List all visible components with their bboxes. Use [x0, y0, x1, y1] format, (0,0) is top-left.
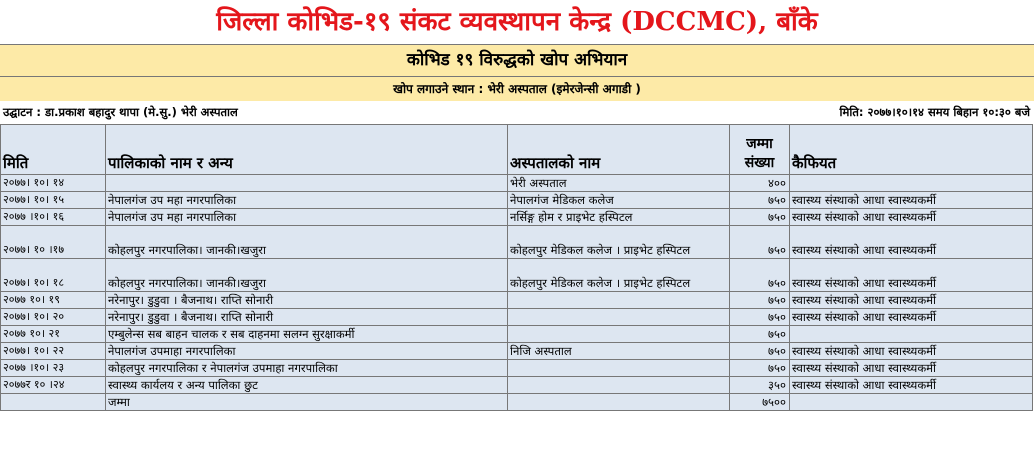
row-count: ७५० [730, 292, 790, 309]
row-date: २०७७। १०। १४ [1, 175, 106, 192]
row-hospital: नेपालगंज मेडिकल कलेज [508, 192, 730, 209]
row-date: २०७७ ।१०। १६ [1, 209, 106, 226]
total-empty-3 [790, 394, 1033, 411]
row-date: २०७७। १०। २० [1, 309, 106, 326]
row-remarks: स्वास्थ्य संस्थाको आधा स्वास्थ्यकर्मी [790, 226, 1033, 259]
row-date: २०७७। १० ।१७ [1, 226, 106, 259]
row-municipality: कोहलपुर नगरपालिका। जानकी।खजुरा [106, 259, 508, 292]
row-municipality: नरेनापुर। डुडुवा । बैजनाथ। राप्ति सोनारी [106, 292, 508, 309]
row-municipality: कोहलपुर नगरपालिका। जानकी।खजुरा [106, 226, 508, 259]
row-count: ३५० [730, 377, 790, 394]
row-municipality: कोहलपुर नगरपालिका र नेपालगंज उपमाहा नगरपालिका [106, 360, 508, 377]
date-time-text: मिति: २०७७।१०।१४ समय बिहान १०:३० बजे [839, 105, 1030, 119]
total-empty-1 [1, 394, 106, 411]
row-date: २०७७ ।१०। २३ [1, 360, 106, 377]
row-count: ७५० [730, 192, 790, 209]
row-remarks: स्वास्थ्य संस्थाको आधा स्वास्थ्यकर्मी [790, 343, 1033, 360]
total-empty-2 [508, 394, 730, 411]
header-remarks: कैफियत [790, 125, 1033, 175]
table-row [1, 377, 1033, 394]
row-count: ४०० [730, 175, 790, 192]
table-row [1, 326, 1033, 343]
row-date: २०७७। १०। २२ [1, 343, 106, 360]
table-row [1, 226, 1033, 259]
row-remarks: स्वास्थ्य संस्थाको आधा स्वास्थ्यकर्मी [790, 360, 1033, 377]
row-remarks: स्वास्थ्य संस्थाको आधा स्वास्थ्यकर्मी [790, 292, 1033, 309]
inauguration-text: उद्घाटन : डा.प्रकाश बहादुर थापा (मे.सु.) भेरी अस्पताल [3, 105, 238, 119]
total-row [1, 394, 1033, 411]
row-remarks: स्वास्थ्य संस्थाको आधा स्वास्थ्यकर्मी [790, 377, 1033, 394]
header-municipality: पालिकाको नाम र अन्य [106, 125, 508, 175]
campaign-subtitle: कोभिड १९ विरुद्धको खोप अभियान [0, 44, 1034, 76]
table-row [1, 343, 1033, 360]
row-municipality: नेपालगंज उप महा नगरपालिका [106, 209, 508, 226]
row-hospital [508, 292, 730, 309]
vaccination-schedule-table [0, 124, 1033, 411]
row-count: ७५० [730, 326, 790, 343]
row-hospital [508, 377, 730, 394]
row-remarks [790, 326, 1033, 343]
page-title: जिल्ला कोभिड-१९ संकट व्यवस्थापन केन्द्र (DCCMC), बाँके [0, 0, 1034, 44]
table-row [1, 209, 1033, 226]
row-hospital: निजि अस्पताल [508, 343, 730, 360]
table-header-row [1, 125, 1033, 175]
table-row [1, 259, 1033, 292]
row-hospital [508, 326, 730, 343]
row-count: ७५० [730, 343, 790, 360]
row-remarks [790, 175, 1033, 192]
table-row [1, 360, 1033, 377]
row-municipality: स्वास्थ्य कार्यलय र अन्य पालिका छुट [106, 377, 508, 394]
vaccination-location: खोप लगाउने स्थान : भेरी अस्पताल (इमेरजेन्सी अगाडी ) [0, 76, 1034, 102]
row-date: २०७७र १० ।२४ [1, 377, 106, 394]
header-date: मिति [1, 125, 106, 175]
table-row [1, 175, 1033, 192]
row-hospital: भेरी अस्पताल [508, 175, 730, 192]
row-hospital: कोहलपुर मेडिकल कलेज । प्राइभेट हस्पिटल [508, 226, 730, 259]
row-count: ७५० [730, 360, 790, 377]
row-hospital: कोहलपुर मेडिकल कलेज । प्राइभेट हस्पिटल [508, 259, 730, 292]
header-total: जम्मा संख्या [730, 125, 790, 175]
row-hospital [508, 309, 730, 326]
row-remarks: स्वास्थ्य संस्थाको आधा स्वास्थ्यकर्मी [790, 309, 1033, 326]
row-remarks: स्वास्थ्य संस्थाको आधा स्वास्थ्यकर्मी [790, 209, 1033, 226]
table-row [1, 292, 1033, 309]
row-hospital [508, 360, 730, 377]
table-row [1, 192, 1033, 209]
row-remarks: स्वास्थ्य संस्थाको आधा स्वास्थ्यकर्मी [790, 192, 1033, 209]
row-municipality: नेपालगंज उप महा नगरपालिका [106, 192, 508, 209]
row-date: २०७७ १०। २१ [1, 326, 106, 343]
header-hospital: अस्पतालको नाम [508, 125, 730, 175]
row-date: २०७७ १०। १९ [1, 292, 106, 309]
row-date: २०७७। १०। १५ [1, 192, 106, 209]
row-count: ७५० [730, 259, 790, 292]
table-row [1, 309, 1033, 326]
row-municipality: नेपालगंज उपमाहा नगरपालिका [106, 343, 508, 360]
row-municipality: एम्बुलेन्स सब बाहन चालक र सब दाहनमा सलग्न सुरक्षाकर्मी [106, 326, 508, 343]
row-count: ७५० [730, 309, 790, 326]
row-date: २०७७। १०। १८ [1, 259, 106, 292]
row-municipality: नरेनापुर। डुडुवा । बैजनाथ। राप्ति सोनारी [106, 309, 508, 326]
row-hospital: नर्सिङ्ग होम र प्राइभेट हस्पिटल [508, 209, 730, 226]
row-count: ७५० [730, 209, 790, 226]
row-municipality [106, 175, 508, 192]
total-label: जम्मा [106, 394, 508, 411]
row-remarks: स्वास्थ्य संस्थाको आधा स्वास्थ्यकर्मी [790, 259, 1033, 292]
row-count: ७५० [730, 226, 790, 259]
total-count: ७५०० [730, 394, 790, 411]
info-line [0, 101, 1034, 123]
